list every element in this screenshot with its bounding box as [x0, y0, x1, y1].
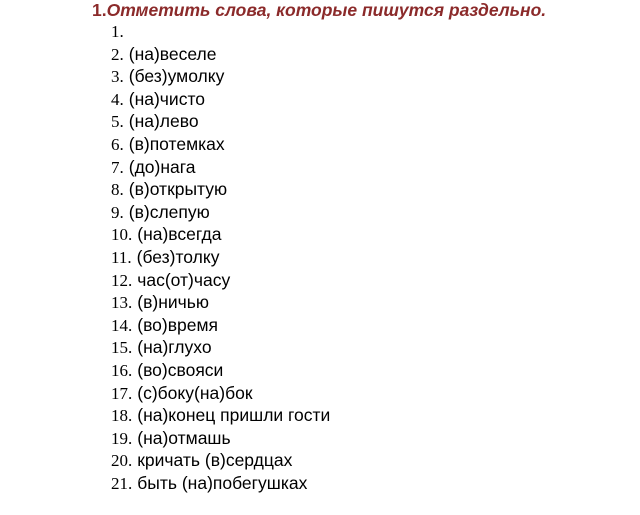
item-number: 1.: [111, 22, 124, 41]
list-item: [111, 336, 330, 359]
item-text: (без)умолку: [128, 66, 225, 87]
item-text: (во)свояси: [137, 359, 224, 380]
list-item: [111, 291, 330, 314]
item-text: (на)глухо: [137, 337, 212, 358]
list-item: [111, 110, 330, 133]
list-item: [111, 65, 330, 88]
list-item: [111, 269, 330, 292]
item-number: 2.: [111, 44, 124, 64]
item-text: (в)слепую: [128, 201, 210, 222]
list-item: [111, 178, 330, 201]
item-text: (в)потемках: [128, 133, 225, 154]
item-text: (без)толку: [136, 246, 220, 267]
item-text: (на)лево: [128, 111, 199, 132]
list-item: [111, 20, 330, 43]
item-number: 7.: [111, 157, 124, 177]
item-number: 11.: [111, 247, 132, 267]
item-text: кричать (в)сердцах: [137, 450, 293, 471]
item-text: (до)нага: [128, 156, 196, 177]
item-number: 18.: [111, 406, 133, 426]
item-number: 14.: [111, 315, 133, 335]
list-item: [111, 246, 330, 269]
item-text: (в)открытую: [128, 179, 228, 200]
list-item: [111, 382, 330, 405]
list-item: [111, 404, 330, 427]
item-number: 17.: [111, 383, 133, 403]
item-text: (на)всегда: [137, 224, 222, 245]
list-item: [111, 201, 330, 224]
item-text: (в)ничью: [137, 292, 210, 313]
item-number: 20.: [111, 451, 133, 471]
list-item: [111, 223, 330, 246]
item-number: 15.: [111, 338, 133, 358]
list-item: [111, 314, 330, 337]
item-text: (на)веселе: [128, 43, 217, 64]
item-number: 12.: [111, 270, 133, 290]
word-list: [111, 20, 330, 494]
item-number: 4.: [111, 89, 124, 109]
item-number: 21.: [111, 473, 133, 493]
task-heading: [92, 0, 546, 20]
item-number: 6.: [111, 134, 124, 154]
item-text: (во)время: [137, 314, 219, 335]
item-text: (на)конец пришли гости: [137, 405, 331, 426]
list-item: [111, 427, 330, 450]
item-number: 16.: [111, 360, 133, 380]
item-text: (с)боку(на)бок: [137, 382, 253, 403]
list-item: [111, 472, 330, 495]
task-number: 1.: [92, 0, 107, 20]
list-item: [111, 88, 330, 111]
task-instruction: Отметить слова, которые пишутся раздельно.: [106, 0, 547, 20]
item-number: 8.: [111, 180, 124, 200]
list-item: [111, 359, 330, 382]
item-number: 3.: [111, 67, 124, 87]
item-text: (на)чисто: [128, 88, 205, 109]
item-number: 10.: [111, 225, 133, 245]
item-number: 13.: [111, 293, 133, 313]
item-text: быть (на)побегушках: [137, 472, 308, 493]
list-item: [111, 449, 330, 472]
item-number: 9.: [111, 202, 124, 222]
list-item: [111, 156, 330, 179]
item-number: 19.: [111, 428, 133, 448]
list-item: [111, 43, 330, 66]
item-text: час(от)часу: [137, 269, 231, 290]
item-text: (на)отмашь: [137, 427, 231, 448]
list-item: [111, 133, 330, 156]
item-number: 5.: [111, 112, 124, 132]
